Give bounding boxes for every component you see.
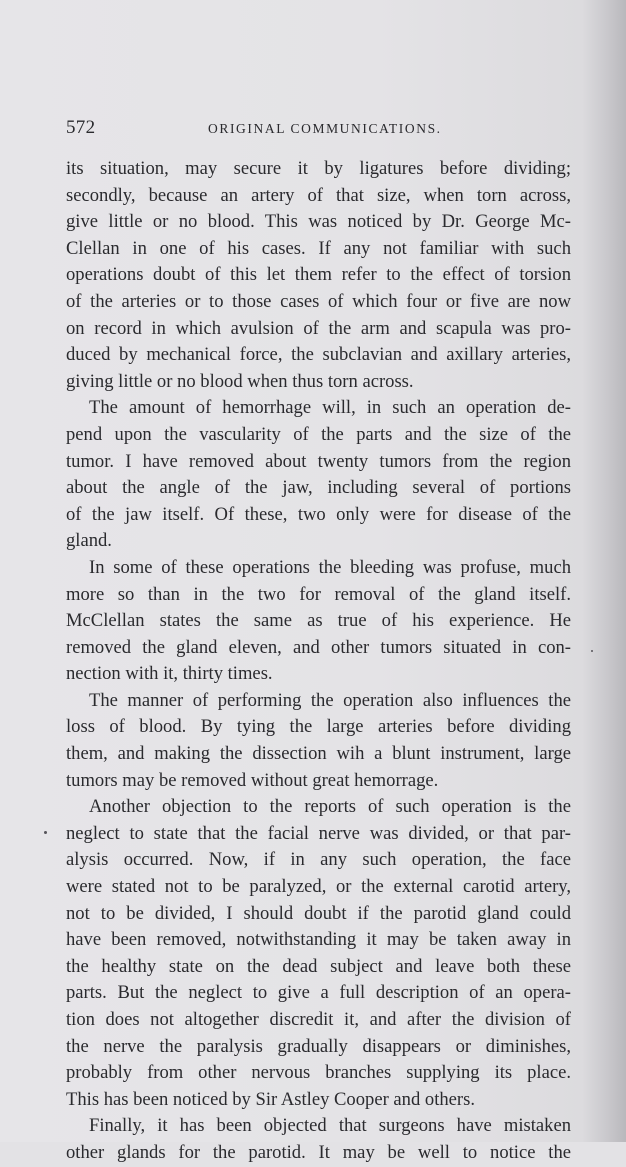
body-text [66, 156, 571, 1167]
page-header [66, 115, 556, 139]
paragraph [66, 794, 571, 1113]
text-line: tumors may be removed without great hemorrage. [66, 769, 439, 791]
text-line: its situation, may secure it by ligatures before dividing; [66, 158, 571, 179]
text-line: give little or no blood. This was noticed by Dr. George Mc- [66, 211, 571, 233]
text-line: loss of blood. By tying the large arteries before dividing [66, 716, 571, 738]
text-line: were stated not to be paralyzed, or the external carotid artery, [66, 876, 571, 898]
text-line: parts. But the neglect to give a full description of an opera- [66, 982, 571, 1004]
text-line: the nerve the paralysis gradually disappears or diminishes, [66, 1035, 571, 1057]
text-line: pend upon the vascularity of the parts and the size of the [66, 423, 571, 445]
text-line: them, and making the dissection wih a blunt instrument, large [66, 743, 571, 765]
text-line: giving little or no blood when thus torn across. [66, 370, 414, 392]
text-line: probably from other nervous branches supplying its place. [66, 1062, 571, 1084]
text-line: tion does not altogether discredit it, and after the division of [66, 1009, 571, 1030]
text-line: neglect to state that the facial nerve was divided, or that par- [66, 822, 571, 844]
paragraph [66, 688, 571, 794]
text-line: This has been noticed by Sir Astley Cooper and others. [66, 1088, 475, 1110]
ink-speck [591, 650, 593, 652]
ink-speck [44, 831, 47, 834]
text-line: other glands for the parotid. It may be well to notice the [66, 1141, 571, 1163]
running-head: ORIGINAL COMMUNICATIONS. [208, 121, 442, 136]
text-line: gland. [66, 530, 112, 552]
text-line: duced by mechanical force, the subclavian and axillary arteries, [66, 344, 571, 366]
text-line: the healthy state on the dead subject and leave both these [66, 955, 571, 977]
text-line: removed the gland eleven, and other tumors situated in con- [66, 636, 571, 658]
paragraph [66, 1113, 571, 1166]
text-line: The manner of performing the operation also influences the [89, 689, 571, 711]
paragraph [66, 395, 571, 555]
text-line: have been removed, notwithstanding it may be taken away in [66, 929, 571, 951]
text-line: more so than in the two for removal of the gland itself. [66, 583, 571, 605]
text-line: on record in which avulsion of the arm and scapula was pro- [66, 317, 571, 339]
text-line: nection with it, thirty times. [66, 663, 273, 685]
text-line: of the jaw itself. Of these, two only were for disease of the [66, 503, 571, 525]
text-line: of the arteries or to those cases of which four or five are now [66, 290, 571, 312]
text-line: tumor. I have removed about twenty tumors from the region [66, 450, 571, 472]
page-number: 572 [66, 117, 96, 138]
text-line: Finally, it has been objected that surgeons have mistaken [89, 1115, 571, 1137]
text-line: alysis occurred. Now, if in any such operation, the face [66, 849, 571, 871]
text-line: In some of these operations the bleeding was profuse, much [89, 556, 571, 578]
text-line: McClellan states the same as true of his experience. He [66, 610, 571, 632]
text-line: Another objection to the reports of such operation is the [89, 796, 571, 818]
text-line: about the angle of the jaw, including several of portions [66, 477, 571, 499]
text-line: not to be divided, I should doubt if the parotid gland could [66, 902, 571, 924]
text-line: operations doubt of this let them refer to the effect of torsion [66, 264, 571, 286]
paragraph [66, 156, 571, 395]
paragraph [66, 555, 571, 688]
text-line: secondly, because an artery of that size, when torn across, [66, 184, 571, 206]
text-line: Clellan in one of his cases. If any not familiar with such [66, 237, 571, 259]
text-line: The amount of hemorrhage will, in such an operation de- [89, 397, 571, 419]
